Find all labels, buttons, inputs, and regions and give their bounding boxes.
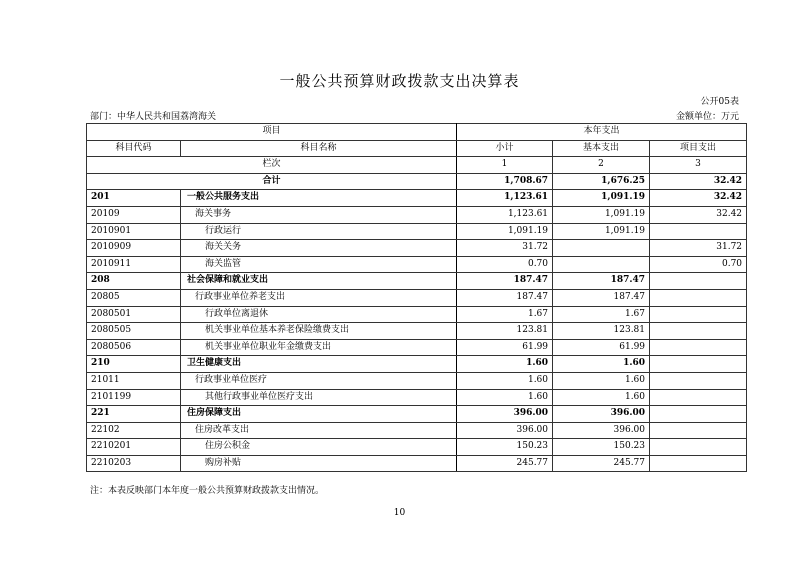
row-project (650, 306, 747, 323)
table-row (87, 389, 747, 406)
header-row-1 (87, 124, 747, 141)
row-project (650, 339, 747, 356)
row-code: 2101199 (87, 389, 181, 406)
row-code: 20109 (87, 206, 181, 223)
row-name: 行政单位离退休 (181, 306, 457, 323)
table-row (87, 422, 747, 439)
row-name: 住房改革支出 (181, 422, 457, 439)
row-subtotal: 61.99 (457, 339, 553, 356)
row-subtotal: 150.23 (457, 439, 553, 456)
row-project (650, 372, 747, 389)
header-col2: 2 (553, 157, 650, 174)
row-project (650, 389, 747, 406)
row-code: 2210201 (87, 439, 181, 456)
table-row (87, 339, 747, 356)
row-basic: 123.81 (553, 323, 650, 340)
header-row-2 (87, 140, 747, 157)
header-col1: 1 (457, 157, 553, 174)
row-subtotal: 245.77 (457, 455, 553, 472)
header-name: 科目名称 (181, 140, 457, 157)
table-row (87, 372, 747, 389)
row-basic: 187.47 (553, 273, 650, 290)
row-project (650, 273, 747, 290)
row-code: 20805 (87, 289, 181, 306)
header-code: 科目代码 (87, 140, 181, 157)
row-code: 2210203 (87, 455, 181, 472)
department-label: 部门：中华人民共和国荔湾海关 (90, 112, 217, 122)
row-subtotal: 1,123.61 (457, 206, 553, 223)
total-project: 32.42 (650, 173, 747, 190)
row-code: 22102 (87, 422, 181, 439)
row-project (650, 223, 747, 240)
row-name: 卫生健康支出 (181, 356, 457, 373)
row-project (650, 356, 747, 373)
row-basic: 1.67 (553, 306, 650, 323)
row-code: 2080505 (87, 323, 181, 340)
row-basic: 245.77 (553, 455, 650, 472)
total-row (87, 173, 747, 190)
row-project (650, 323, 747, 340)
row-basic: 1,091.19 (553, 223, 650, 240)
row-subtotal: 396.00 (457, 406, 553, 423)
row-code: 21011 (87, 372, 181, 389)
row-subtotal: 1,123.61 (457, 190, 553, 207)
row-project: 32.42 (650, 206, 747, 223)
row-code: 221 (87, 406, 181, 423)
row-basic: 396.00 (553, 406, 650, 423)
row-project: 32.42 (650, 190, 747, 207)
table-row (87, 356, 747, 373)
row-code: 2010911 (87, 256, 181, 273)
row-basic: 61.99 (553, 339, 650, 356)
table-note: 注：本表反映部门本年度一般公共预算财政拨款支出情况。 (90, 486, 325, 496)
row-subtotal: 0.70 (457, 256, 553, 273)
page-number: 10 (393, 508, 406, 518)
table-row (87, 323, 747, 340)
row-code: 2080501 (87, 306, 181, 323)
total-basic: 1,676.25 (553, 173, 650, 190)
row-project (650, 289, 747, 306)
row-basic: 187.47 (553, 289, 650, 306)
header-item: 项目 (87, 124, 457, 141)
header-col-label: 栏次 (87, 157, 457, 174)
table-row (87, 223, 747, 240)
row-name: 一般公共服务支出 (181, 190, 457, 207)
row-basic: 1,091.19 (553, 190, 650, 207)
row-basic: 150.23 (553, 439, 650, 456)
table-row (87, 455, 747, 472)
row-subtotal: 123.81 (457, 323, 553, 340)
table-row (87, 306, 747, 323)
form-number: 公开05表 (700, 97, 739, 107)
row-project (650, 406, 747, 423)
row-name: 购房补贴 (181, 455, 457, 472)
row-name: 住房公积金 (181, 439, 457, 456)
row-name: 住房保障支出 (181, 406, 457, 423)
row-name: 行政事业单位医疗 (181, 372, 457, 389)
row-subtotal: 187.47 (457, 289, 553, 306)
row-code: 208 (87, 273, 181, 290)
row-basic: 1.60 (553, 372, 650, 389)
row-project: 0.70 (650, 256, 747, 273)
header-project: 项目支出 (650, 140, 747, 157)
row-name: 社会保障和就业支出 (181, 273, 457, 290)
row-basic: 1.60 (553, 356, 650, 373)
row-basic: 396.00 (553, 422, 650, 439)
row-basic (553, 256, 650, 273)
row-code: 2010901 (87, 223, 181, 240)
total-subtotal: 1,708.67 (457, 173, 553, 190)
header-col3: 3 (650, 157, 747, 174)
table-row (87, 190, 747, 207)
row-basic: 1,091.19 (553, 206, 650, 223)
row-name: 机关事业单位基本养老保险缴费支出 (181, 323, 457, 340)
row-basic: 1.60 (553, 389, 650, 406)
header-basic: 基本支出 (553, 140, 650, 157)
row-project: 31.72 (650, 240, 747, 257)
row-subtotal: 396.00 (457, 422, 553, 439)
table-row (87, 240, 747, 257)
row-name: 海关事务 (181, 206, 457, 223)
total-label: 合计 (87, 173, 457, 190)
row-subtotal: 1.60 (457, 372, 553, 389)
table-row (87, 406, 747, 423)
row-name: 机关事业单位职业年金缴费支出 (181, 339, 457, 356)
row-project (650, 422, 747, 439)
row-name: 海关关务 (181, 240, 457, 257)
row-code: 2080506 (87, 339, 181, 356)
row-subtotal: 31.72 (457, 240, 553, 257)
row-name: 行政事业单位养老支出 (181, 289, 457, 306)
row-basic (553, 240, 650, 257)
row-project (650, 439, 747, 456)
row-name: 其他行政事业单位医疗支出 (181, 389, 457, 406)
row-code: 210 (87, 356, 181, 373)
amount-unit: 金额单位：万元 (675, 112, 739, 122)
row-project (650, 455, 747, 472)
row-name: 海关监管 (181, 256, 457, 273)
row-subtotal: 1,091.19 (457, 223, 553, 240)
table-row (87, 206, 747, 223)
table-row (87, 273, 747, 290)
row-code: 201 (87, 190, 181, 207)
row-name: 行政运行 (181, 223, 457, 240)
table-row (87, 256, 747, 273)
header-current-year: 本年支出 (457, 124, 747, 141)
header-subtotal: 小计 (457, 140, 553, 157)
expenditure-table (86, 123, 747, 472)
header-row-3 (87, 157, 747, 174)
row-subtotal: 1.60 (457, 356, 553, 373)
row-subtotal: 1.67 (457, 306, 553, 323)
row-subtotal: 1.60 (457, 389, 553, 406)
table-row (87, 439, 747, 456)
row-subtotal: 187.47 (457, 273, 553, 290)
row-code: 2010909 (87, 240, 181, 257)
report-title: 一般公共预算财政拨款支出决算表 (279, 72, 520, 90)
table-row (87, 289, 747, 306)
